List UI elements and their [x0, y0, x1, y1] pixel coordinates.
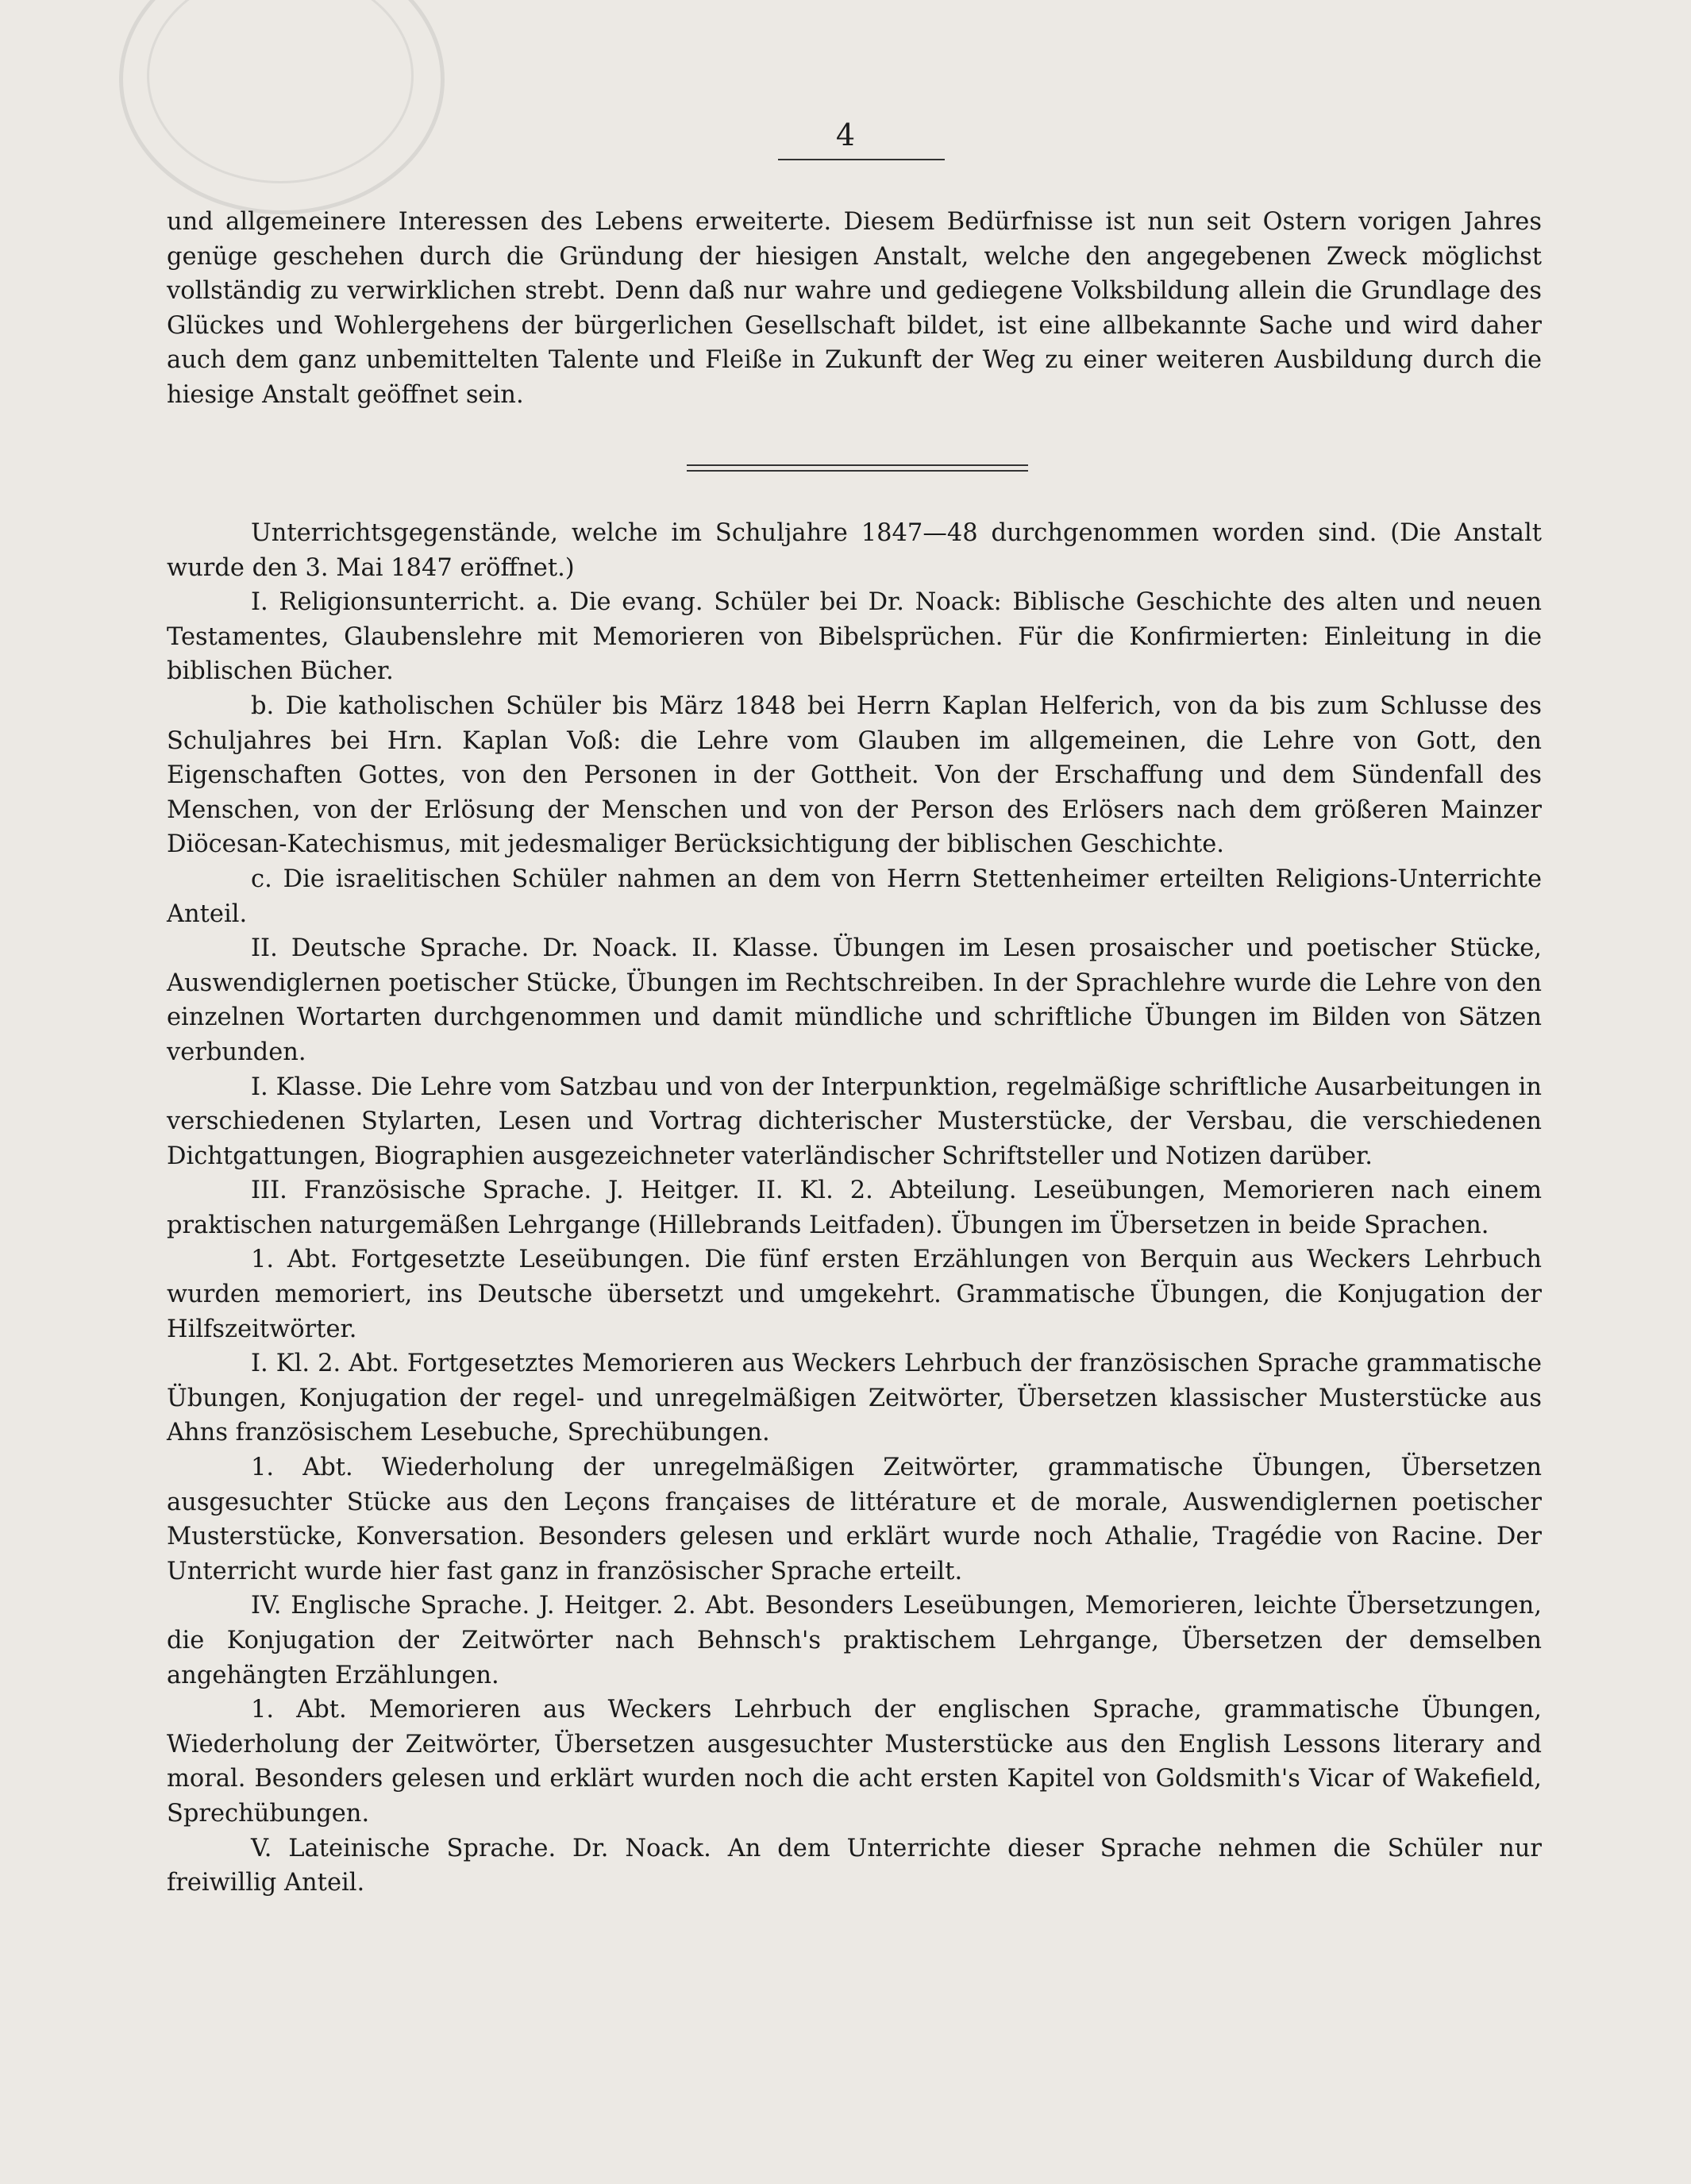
paragraph-religion-israelite: c. Die israelitischen Schüler nahmen an dem von Herrn Stettenheimer erteilten Religions-Unterrichte Anteil. — [167, 865, 1542, 928]
paragraph-french-class-2-dept-1: 1. Abt. Fortgesetzte Leseübungen. Die fünf ersten Erzählungen von Berquin aus Weckers Lehrbuch wurden memoriert, ins Deutsche übersetzt und umgekehrt. Grammatische Übungen, die Konjugation der Hilfszeitwörter. — [167, 1246, 1542, 1343]
intro-paragraph: und allgemeinere Interessen des Lebens erweiterte. Diesem Bedürfnisse ist nun seit Ostern vorigen Jahres genüge geschehen durch die Gründung der hiesigen Anstalt, welche den angegebenen Zweck möglichst vollständig zu verwirklichen strebt. Denn daß nur wahre und gediegene Volksbildung allein die Grundlage des Glückes und Wohlergehens der bürgerlichen Gesellschaft bildet, ist eine allbekannte Sache und wird daher auch dem ganz unbemittelten Talente und Fleiße in Zukunft der Weg zu einer weiteren Ausbildung durch die hiesige Anstalt geöffnet sein. — [167, 208, 1542, 409]
paragraph-french-class-1-dept-1: 1. Abt. Wiederholung der unregelmäßigen Zeitwörter, grammatische Übungen, Übersetzen ausgesuchter Stücke aus den Leçons françaises de littérature et de morale, Auswendiglernen poetischer Musterstücke, Konversation. Besonders gelesen und erklärt wurde noch Athalie, Tragédie von Racine. Der Unterricht wurde hier fast ganz in französischer Sprache erteilt. — [167, 1454, 1542, 1585]
paragraph-french-class-2-dept-2: III. Französische Sprache. J. Heitger. II. Kl. 2. Abteilung. Leseübungen, Memorieren nach einem praktischen naturgemäßen Lehrgange (Hillebrands Leitfaden). Übungen im Übersetzen in beide Sprachen. — [167, 1177, 1542, 1239]
paragraph-french-class-1-dept-2: I. Kl. 2. Abt. Fortgesetztes Memorieren aus Weckers Lehrbuch der französischen Sprache grammatische Übungen, Konjugation der regel- und unregelmäßigen Zeitwörter, Übersetzen klassischer Musterstücke aus Ahns französischem Lesebuche, Sprechübungen. — [167, 1350, 1542, 1447]
section-heading: Unterrichtsgegenstände, welche im Schuljahre 1847—48 durchgenommen worden sind. (Die Anstalt wurde den 3. Mai 1847 eröffnet.) — [167, 519, 1542, 582]
paragraph-latin: V. Lateinische Sprache. Dr. Noack. An dem Unterrichte dieser Sprache nehmen die Schüler nur freiwillig Anteil. — [167, 1834, 1542, 1897]
paragraph-english-dept-2: IV. Englische Sprache. J. Heitger. 2. Abt. Besonders Leseübungen, Memorieren, leichte Übersetzungen, die Konjugation der Zeitwörter nach Behnsch's praktischem Lehrgange, Übersetzen der demselben angehängten Erzählungen. — [167, 1592, 1542, 1689]
section-separator — [687, 464, 1028, 472]
intro-section — [167, 205, 1542, 413]
curriculum-section — [167, 516, 1542, 1901]
page-number: 4 — [835, 117, 856, 152]
paragraph-english-dept-1: 1. Abt. Memorieren aus Weckers Lehrbuch der englischen Sprache, grammatische Übungen, Wiederholung der Zeitwörter, Übersetzen ausgesuchter Musterstücke aus den English Lessons literary and moral. Besonders gelesen und erklärt wurden noch die acht ersten Kapitel von Goldsmith's Vicar of Wakefield, Sprechübungen. — [167, 1696, 1542, 1828]
page-number-rule — [778, 159, 945, 160]
paragraph-religion-catholic: b. Die katholischen Schüler bis März 1848 bei Herrn Kaplan Helferich, von da bis zum Schlusse des Schuljahres bei Hrn. Kaplan Voß: die Lehre vom Glauben im allgemeinen, die Lehre von Gott, den Eigenschaften Gottes, von den Personen in der Gottheit. Von der Erschaffung und dem Sündenfall des Menschen, von der Erlösung der Menschen und von der Person des Erlösers nach dem größeren Mainzer Diöcesan-Katechismus, mit jedesmaliger Berücksichtigung der biblischen Geschichte. — [167, 691, 1542, 859]
paragraph-german-class-1: I. Klasse. Die Lehre vom Satzbau und von der Interpunktion, regelmäßige schriftliche Ausarbeitungen in verschiedenen Stylarten, Lesen und Vortrag dichterischer Musterstücke, der Versbau, die verschiedenen Dichtgattungen, Biographien ausgezeichneter vaterländischer Schriftsteller und Notizen darüber. — [167, 1073, 1542, 1170]
paragraph-german-class-2: II. Deutsche Sprache. Dr. Noack. II. Klasse. Übungen im Lesen prosaischer und poetischer Stücke, Auswendiglernen poetischer Stücke, Übungen im Rechtschreiben. In der Sprachlehre wurde die Lehre von den einzelnen Wortarten durchgenommen und damit mündliche und schriftliche Übungen im Bilden von Sätzen verbunden. — [167, 934, 1542, 1066]
paragraph-religion-evangelical: I. Religionsunterricht. a. Die evang. Schüler bei Dr. Noack: Biblische Geschichte des alten und neuen Testamentes, Glaubenslehre mit Memorieren von Bibelsprüchen. Für die Konfirmierten: Einleitung in die biblischen Bücher. — [167, 588, 1542, 686]
